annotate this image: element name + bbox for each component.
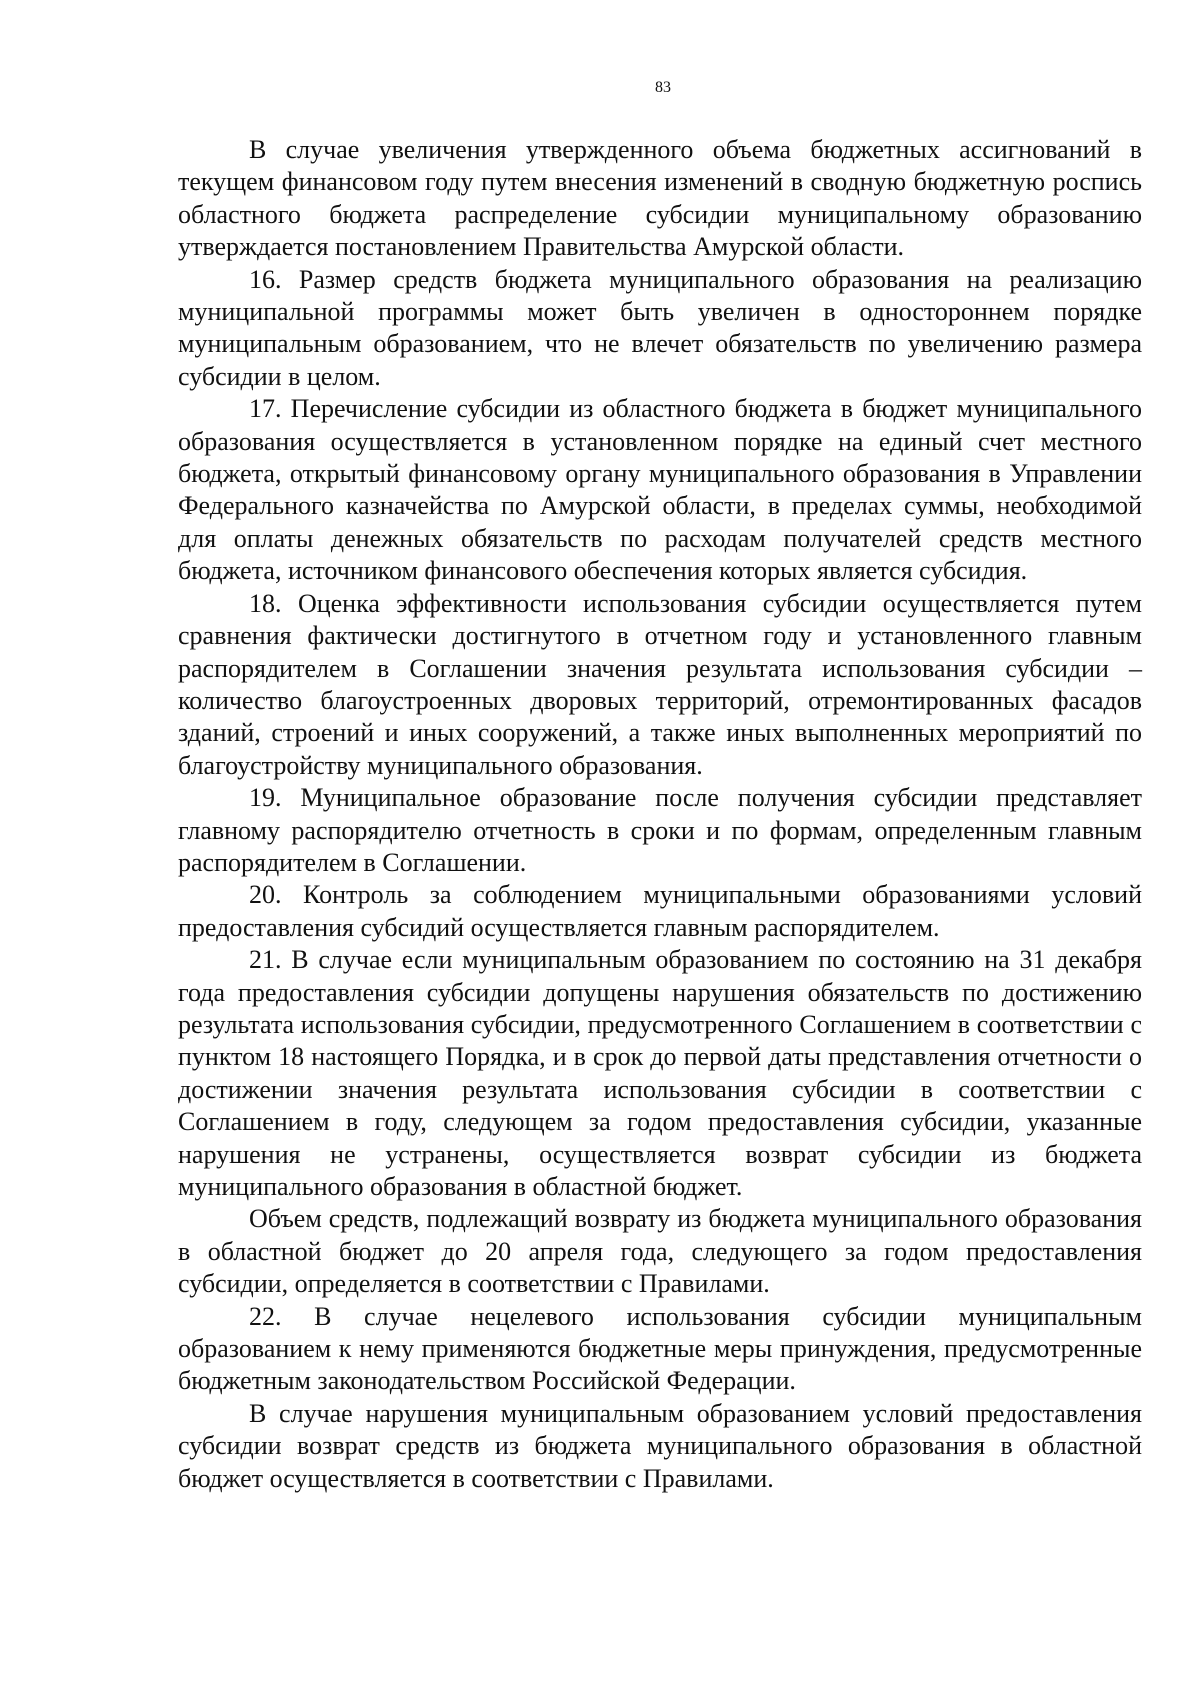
- page-number: 83: [655, 79, 671, 96]
- paragraph-item-18: 18. Оценка эффективности использования субсидии осуществляется путем сравнения фактически достигнутого в отчетном году и установленного главным распорядителем в Соглашении значения результата использования субсидии – количество благоустроенных дворовых территорий, отремонтированных фасадов зданий, строений и иных сооружений, а также иных выполненных мероприятий по благоустройству муниципального образования.: [178, 588, 1142, 780]
- paragraph: В случае увеличения утвержденного объема бюджетных ассигнований в текущем финансовом году путем внесения изменений в сводную бюджетную роспись областного бюджета распределение субсидии муниципальному образованию утверждается постановлением Правительства Амурской области.: [178, 135, 1142, 262]
- paragraph-item-16: 16. Размер средств бюджета муниципального образования на реализацию муниципальной программы может быть увеличен в одностороннем порядке муниципальным образованием, что не влечет обязательств по увеличению размера субсидии в целом.: [178, 264, 1142, 391]
- paragraph-item-19: 19. Муниципальное образование после получения субсидии представляет главному распорядителю отчетность в сроки и по формам, определенным главным распорядителем в Соглашении.: [178, 783, 1142, 877]
- paragraph-item-22: 22. В случае нецелевого использования субсидии муниципальным образованием к нему применяются бюджетные меры принуждения, предусмотренные бюджетным законодательством Российской Федерации.: [178, 1301, 1142, 1396]
- paragraph-item-20: 20. Контроль за соблюдением муниципальными образованиями условий предоставления субсидий осуществляется главным распорядителем.: [178, 880, 1142, 942]
- paragraph-item-17: 17. Перечисление субсидии из областного бюджета в бюджет муниципального образования осуществляется в установленном порядке на единый счет местного бюджета, открытый финансовому органу муниципального образования в Управлении Федерального казначейства по Амурской области, в пределах суммы, необходимой для оплаты денежных обязательств по расходам получателей средств местного бюджета, источником финансового обеспечения которых является субсидия.: [178, 394, 1142, 586]
- paragraph-item-21: 21. В случае если муниципальным образованием по состоянию на 31 декабря года предоставления субсидии допущены нарушения обязательств по достижению результата использования субсидии, предусмотренного Соглашением в соответствии с пунктом 18 настоящего Порядка, и в срок до первой даты представления отчетности о достижении значения результата использования субсидии в соответствии с Соглашением в году, следующем за годом предоставления субсидии, указанные нарушения не устранены, осуществляется возврат субсидии из бюджета муниципального образования в областной бюджет.: [178, 945, 1142, 1201]
- paragraph: В случае нарушения муниципальным образованием условий предоставления субсидии возврат средств из бюджета муниципального образования в областной бюджет осуществляется в соответствии с Правилами.: [178, 1398, 1142, 1493]
- document-body: [178, 134, 1142, 1495]
- paragraph: Объем средств, подлежащий возврату из бюджета муниципального образования в областной бюджет до 20 апреля года, следующего за годом предоставления субсидии, определяется в соответствии с Правилами.: [178, 1204, 1142, 1299]
